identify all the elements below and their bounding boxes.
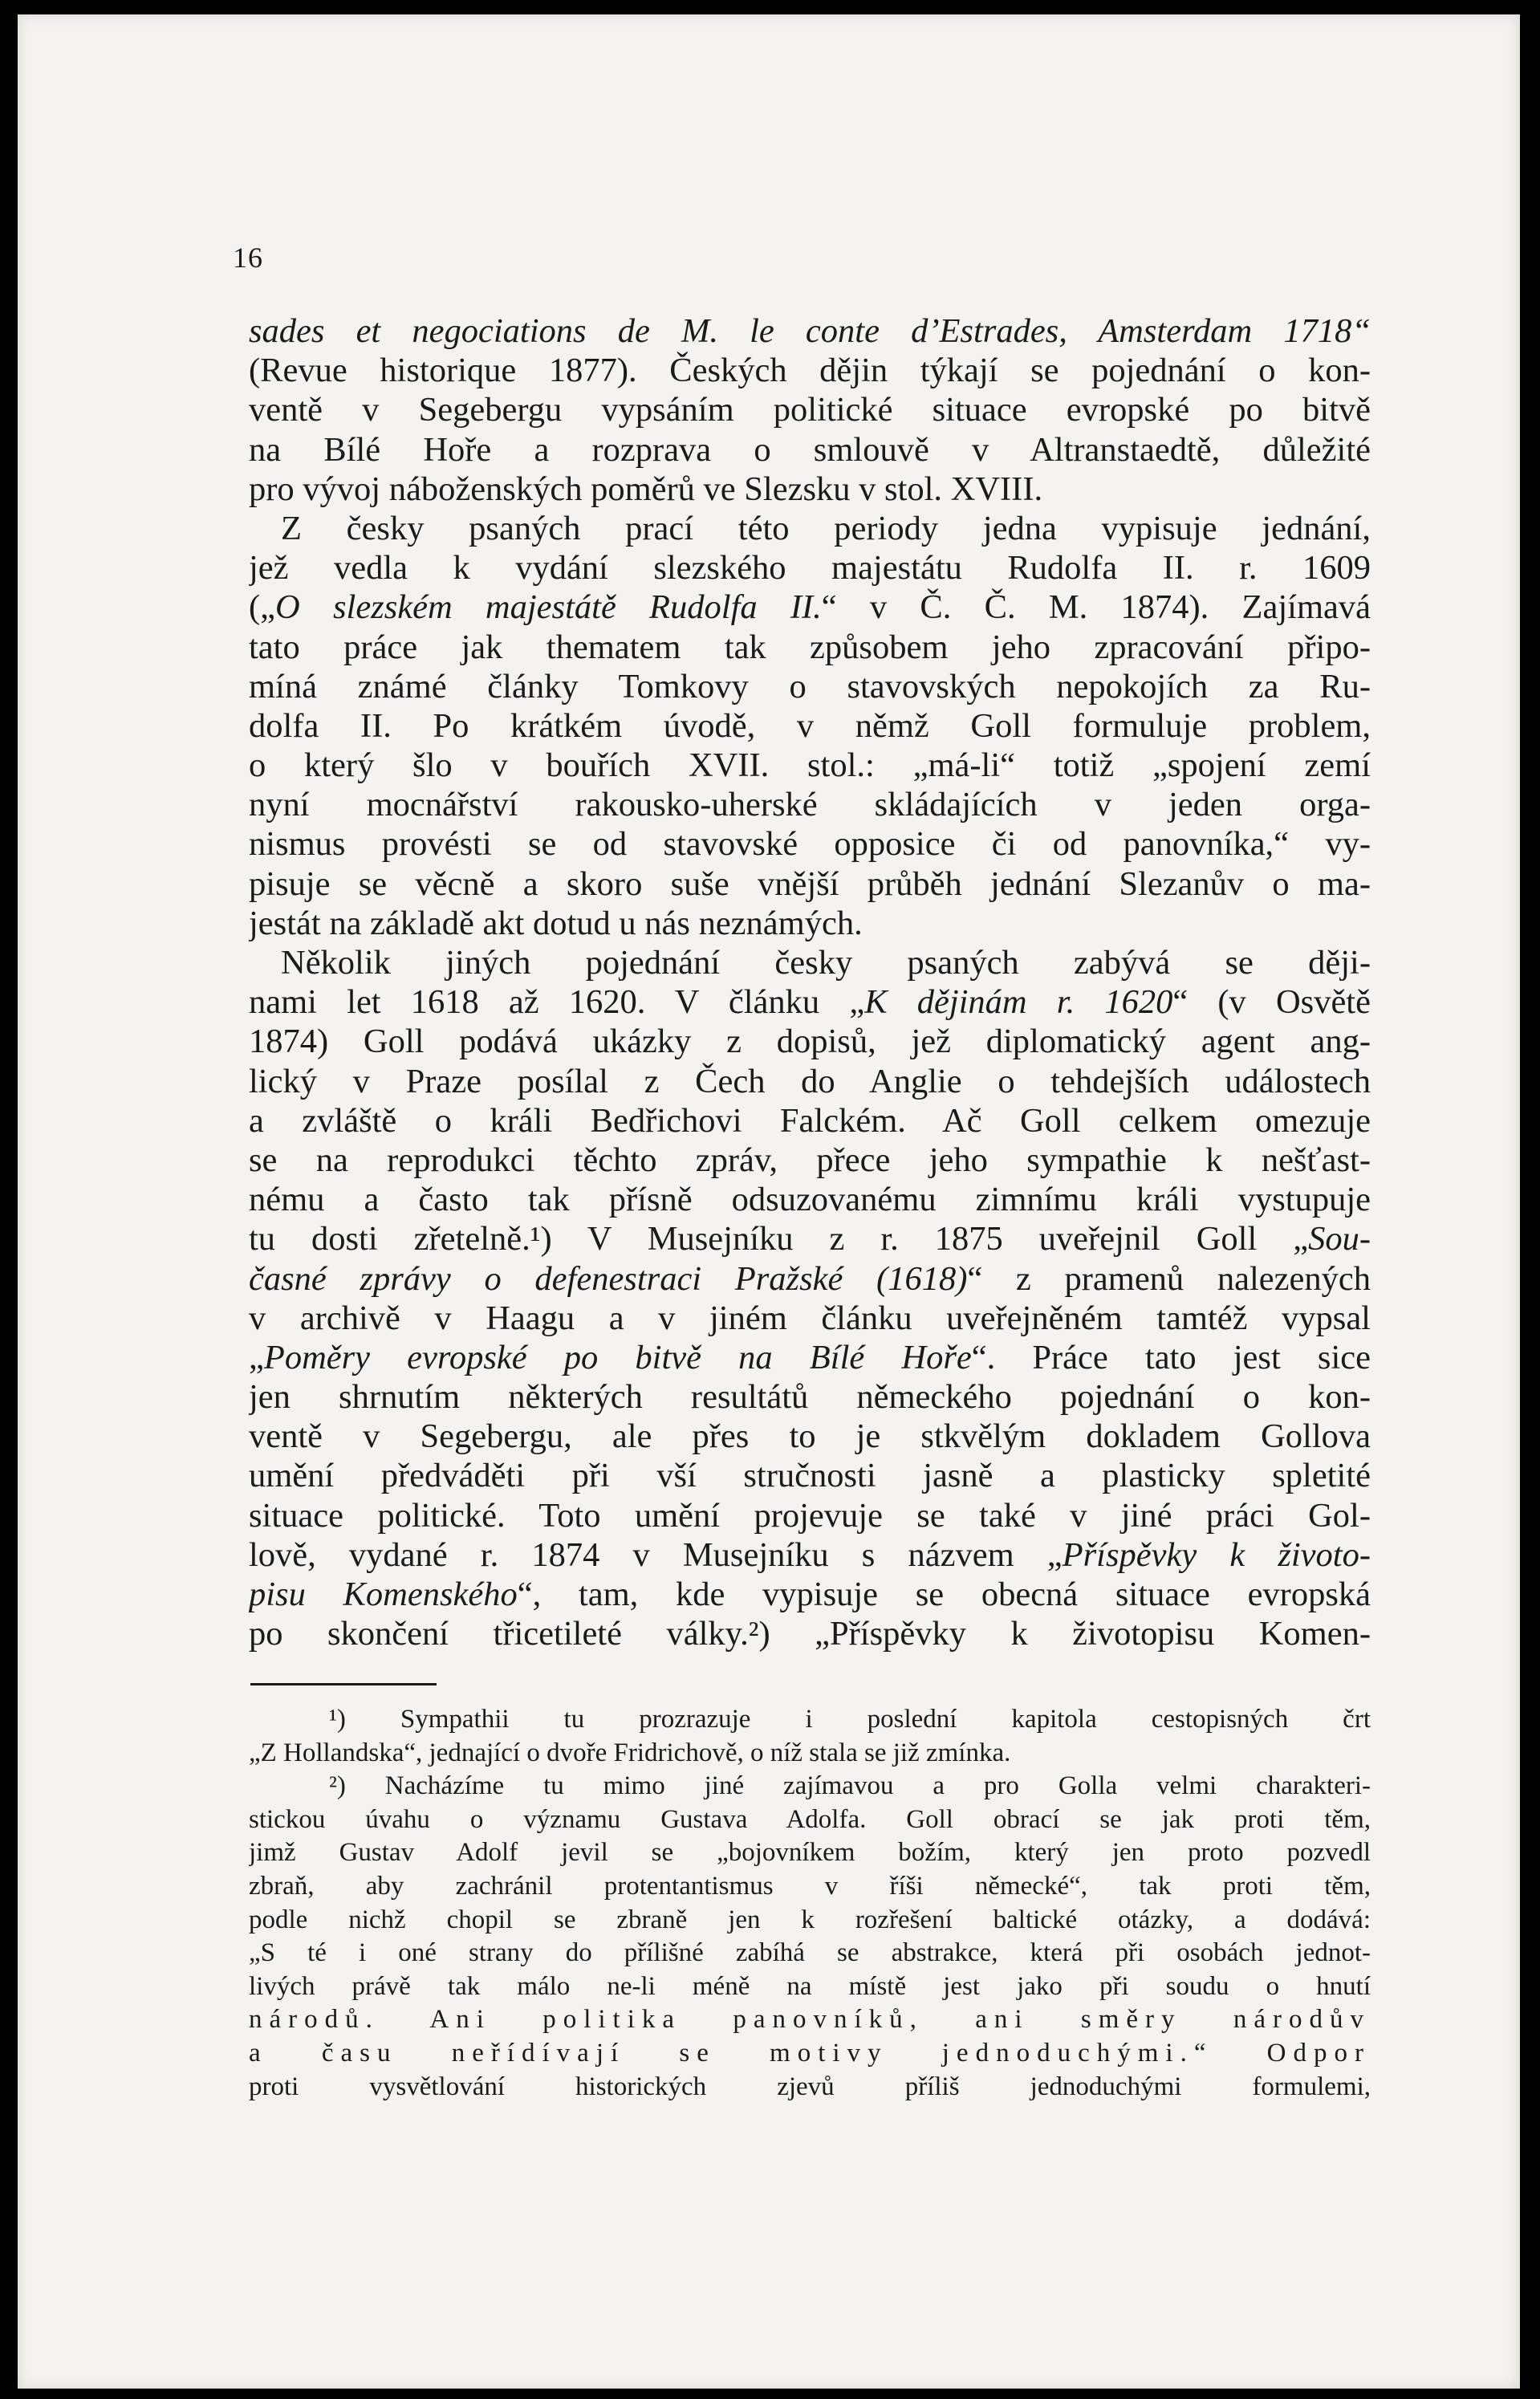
footnote-line: ²) Nacházíme tu mimo jiné zajímavou a pro Golla velmi charakteri- [329,1771,1371,1801]
text-segment: jestát na základě akt dotud u nás neznámých. [249,904,863,942]
text-segment: („ [249,588,276,627]
text-line [249,1259,1371,1299]
text-line [249,1101,1371,1141]
text-line [249,1062,1371,1101]
text-line [249,746,1371,785]
text-segment: nami let 1618 až 1620. V článku „ [249,983,865,1022]
text-segment: v archivě v Haagu a v jiném článku uveřejněném tamtéž vypsal [249,1299,1371,1337]
footnote-divider [250,1683,437,1685]
text-line [249,509,1371,548]
text-segment: tato práce jak thematem tak způsobem jeho zpracování připo- [249,628,1371,666]
text-line [249,943,1371,982]
text-segment: dolfa II. Po krátkém úvodě, v němž Goll formuluje problem, [249,706,1371,745]
text-line [249,667,1371,706]
footnotes [249,1703,1371,2104]
footnote-line: proti vysvětlování historických zjevů příliš jednoduchými formulemi, [249,2072,1371,2101]
text-line [249,1456,1371,1495]
text-segment: na Bílé Hoře a rozprava o smlouvě v Altranstaedtě, důležité [249,430,1371,469]
text-segment: pro vývoj náboženských poměrů ve Slezsku v stol. XVIII. [249,470,1043,508]
text-line [249,1141,1371,1180]
text-segment: (Revue historique 1877). Českých dějin týkají se pojednání o kon- [249,352,1371,390]
italic-segment: K dějinám r. 1620 [864,983,1173,1022]
text-segment: “ z pramenů nalezených [967,1259,1371,1298]
text-segment: “, tam, kde vypisuje se obecná situace evropská [517,1576,1371,1613]
footnote-line: „Z Hollandska“, jednající o dvoře Fridrichově, o níž stala se již zmínka. [249,1738,1011,1767]
text-line [249,311,1371,351]
text-segment: Několik jiných pojednání česky psaných zabývá se ději- [281,944,1371,982]
text-line [249,1338,1371,1377]
text-segment: jen shrnutím některých resultátů německého pojednání o kon- [249,1378,1371,1417]
text-segment: „ [249,1338,264,1376]
text-line [249,904,1371,943]
footnote-line: jimž Gustav Adolf jevil se „bojovníkem božím, který jen proto pozvedl [249,1838,1371,1868]
text-line [249,1496,1371,1535]
text-line [249,390,1371,429]
text-segment: umění předváděti při vší stručnosti jasně a plasticky spletité [249,1457,1371,1495]
footnote-line: a času neřídívají se motivy jednoduchými.“ Odpor [249,2038,1371,2068]
italic-segment: O slezském majestátě Rudolfa II. [275,588,822,627]
text-line [249,785,1371,824]
text-line [249,1535,1371,1575]
page-number: 16 [233,242,263,274]
footnote-line: „S té i oné strany do přílišné zabíhá se abstrakce, která při osobách jednot- [249,1938,1371,1968]
text-line [249,1022,1371,1061]
text-line [249,430,1371,470]
text-line [249,1417,1371,1456]
text-segment: “ v Č. Č. M. 1874). Zajímavá [821,588,1371,627]
text-line [249,1219,1371,1258]
text-line [249,1299,1371,1338]
text-segment: situace politické. Toto umění projevuje se také v jiné práci Gol- [249,1496,1371,1535]
text-line [249,982,1371,1022]
footnote-line: livých právě tak málo ne-li méně na místě jest jako při soudu o hnutí [249,1971,1371,2001]
text-segment: ventě v Segebergu, ale přes to je stkvělým dokladem Gollova [249,1417,1371,1456]
footnote-line: podle nichž chopil se zbraně jen k rozřešení baltické otázky, a dodává: [249,1905,1371,1934]
footnote-line: národů. Ani politika panovníků, ani směry národův [249,2005,1371,2035]
footnote-line: zbraň, aby zachránil protentantismus v říši německé“, tak proti těm, [249,1871,1371,1901]
text-segment: nismus provésti se od stavovské opposice či od panovníka,“ vy- [249,825,1371,864]
text-segment: se na reprodukci těchto zpráv, přece jeho sympathie k nešťast- [249,1141,1371,1179]
text-segment: Z česky psaných prací této periody jedna vypisuje jednání, [281,509,1371,547]
text-line [249,470,1371,509]
text-line [249,1377,1371,1417]
footnote-line: ¹) Sympathii tu prozrazuje i poslední kapitola cestopisných črt [329,1705,1371,1734]
text-segment: ventě v Segebergu vypsáním politické situace evropské po bitvě [249,391,1371,429]
text-line [249,1614,1371,1653]
text-segment: po skončení třicetileté války.²) „Příspěvky k životopisu Komen- [249,1615,1371,1653]
text-line [249,628,1371,667]
text-segment: “. Práce tato jest sice [971,1338,1371,1376]
text-line [249,824,1371,864]
text-line [249,864,1371,904]
text-segment: “ (v Osvětě [1172,983,1371,1022]
text-line [249,1180,1371,1219]
text-segment: míná známé články Tomkovy o stavovských nepokojích za Ru- [249,667,1371,705]
italic-segment: Příspěvky k životo- [1062,1535,1371,1574]
text-segment: pisuje se věcně a skoro suše vnější průběh jednání Slezanův o ma- [249,864,1371,903]
italic-segment: pisu Komenského [249,1576,518,1613]
text-segment: nému a často tak přísně odsuzovanému zimnímu králi vystupuje [249,1181,1371,1219]
italic-segment: sades et negociations de M. le conte d’Estrades, Amsterdam 1718“ [249,312,1371,350]
text-segment: tu dosti zřetelně.¹) V Musejníku z r. 1875 uveřejnil Goll „ [249,1220,1309,1258]
book-page [18,14,1520,2389]
body-text [249,311,1371,1653]
text-segment: nyní mocnářství rakousko-uherské skládajících v jeden orga- [249,786,1371,824]
text-line [249,548,1371,588]
footnote-line: stickou úvahu o významu Gustava Adolfa. Goll obrací se jak proti těm, [249,1804,1371,1834]
text-segment: jež vedla k vydání slezského majestátu Rudolfa II. r. 1609 [249,549,1371,588]
italic-segment: časné zprávy o defenestraci Pražské (1618) [249,1259,968,1298]
text-segment: lický v Praze posílal z Čech do Anglie o tehdejších událostech [249,1062,1371,1100]
text-line [249,1575,1371,1614]
text-line [249,351,1371,390]
text-segment: a zvláště o králi Bedřichovi Falckém. Ač Goll celkem omezuje [249,1101,1371,1140]
text-segment: lově, vydané r. 1874 v Musejníku s názvem „ [249,1535,1063,1574]
italic-segment: Sou- [1308,1220,1371,1258]
text-segment: o který šlo v bouřích XVII. stol.: „má-li“ totiž „spojení zemí [249,746,1371,785]
italic-segment: Poměry evropské po bitvě na Bílé Hoře [263,1338,972,1376]
text-line [249,706,1371,746]
text-segment: 1874) Goll podává ukázky z dopisů, jež diplomatický agent ang- [249,1023,1371,1061]
text-line [249,588,1371,627]
